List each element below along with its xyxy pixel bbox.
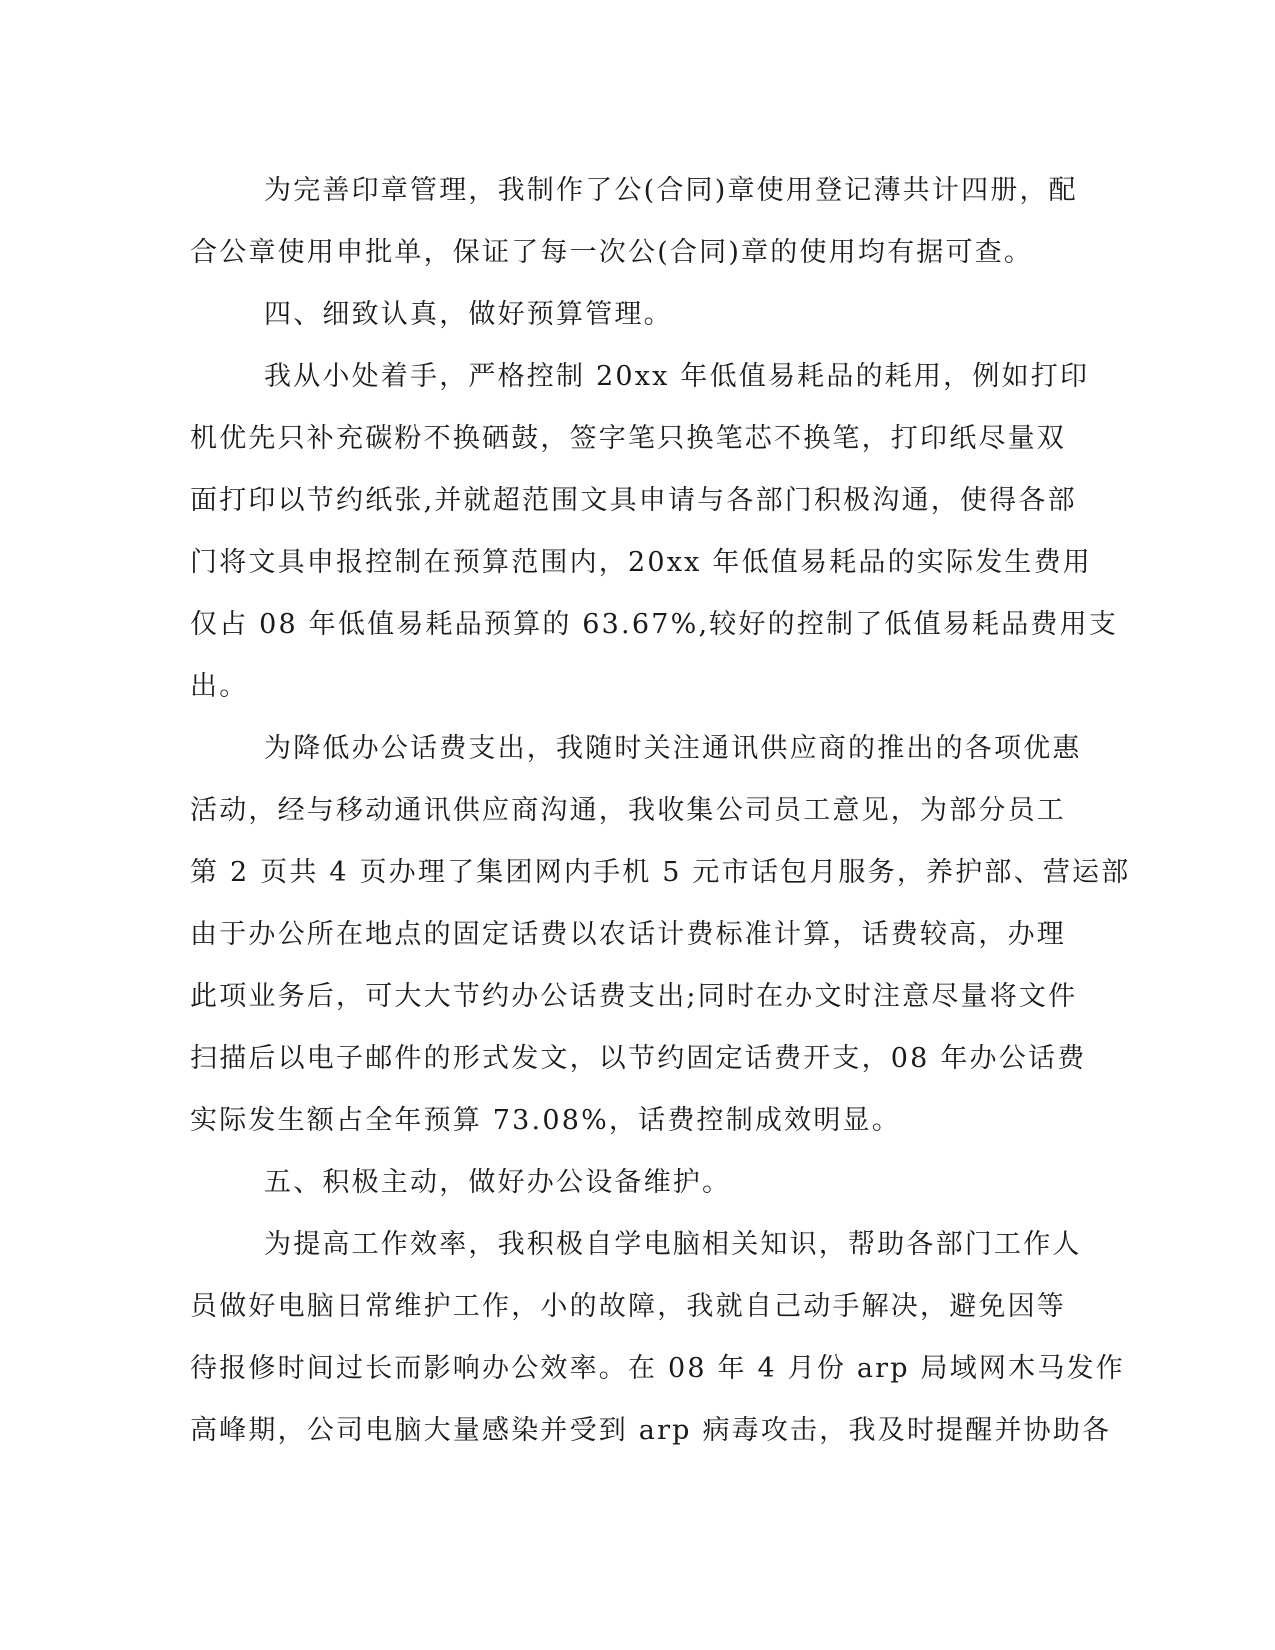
text-line: 仅占 08 年低值易耗品预算的 63.67%,较好的控制了低值易耗品费用支 xyxy=(190,609,1119,640)
text-line: 合公章使用申批单，保证了每一次公(合同)章的使用均有据可查。 xyxy=(190,237,1034,268)
text-line: 员做好电脑日常维护工作，小的故障，我就自己动手解决，避免因等 xyxy=(190,1291,1066,1322)
section-heading: 四、细致认真，做好预算管理。 xyxy=(264,299,673,330)
text-line: 为降低办公话费支出，我随时关注通讯供应商的推出的各项优惠 xyxy=(264,733,1082,764)
text-line: 我从小处着手，严格控制 20xx 年低值易耗品的耗用，例如打印 xyxy=(264,361,1090,392)
text-line: 扫描后以电子邮件的形式发文，以节约固定话费开支，08 年办公话费 xyxy=(190,1043,1087,1074)
text-line: 由于办公所在地点的固定话费以农话计费标准计算，话费较高，办理 xyxy=(190,919,1066,950)
text-line: 门将文具申报控制在预算范围内，20xx 年低值易耗品的实际发生费用 xyxy=(190,547,1092,578)
text-line: 活动，经与移动通讯供应商沟通，我收集公司员工意见，为部分员工 xyxy=(190,795,1066,826)
document-page xyxy=(190,160,1131,1462)
text-line: 第 2 页共 4 页办理了集团网内手机 5 元市话包月服务，养护部、营运部 xyxy=(190,857,1131,888)
text-line: 出。 xyxy=(190,671,249,702)
text-line: 此项业务后，可大大节约办公话费支出;同时在办文时注意尽量将文件 xyxy=(190,981,1078,1012)
text-line: 为提高工作效率，我积极自学电脑相关知识，帮助各部门工作人 xyxy=(264,1229,1082,1260)
text-line: 机优先只补充碳粉不换硒鼓，签字笔只换笔芯不换笔，打印纸尽量双 xyxy=(190,423,1066,454)
text-line: 高峰期，公司电脑大量感染并受到 arp 病毒攻击，我及时提醒并协助各 xyxy=(190,1415,1112,1446)
text-line: 为完善印章管理，我制作了公(合同)章使用登记薄共计四册，配 xyxy=(264,175,1078,206)
text-line: 实际发生额占全年预算 73.08%，话费控制成效明显。 xyxy=(190,1105,901,1136)
section-heading: 五、积极主动，做好办公设备维护。 xyxy=(264,1167,732,1198)
text-line: 待报修时间过长而影响办公效率。在 08 年 4 月份 arp 局域网木马发作 xyxy=(190,1353,1125,1384)
text-line: 面打印以节约纸张,并就超范围文具申请与各部门积极沟通，使得各部 xyxy=(190,485,1077,516)
